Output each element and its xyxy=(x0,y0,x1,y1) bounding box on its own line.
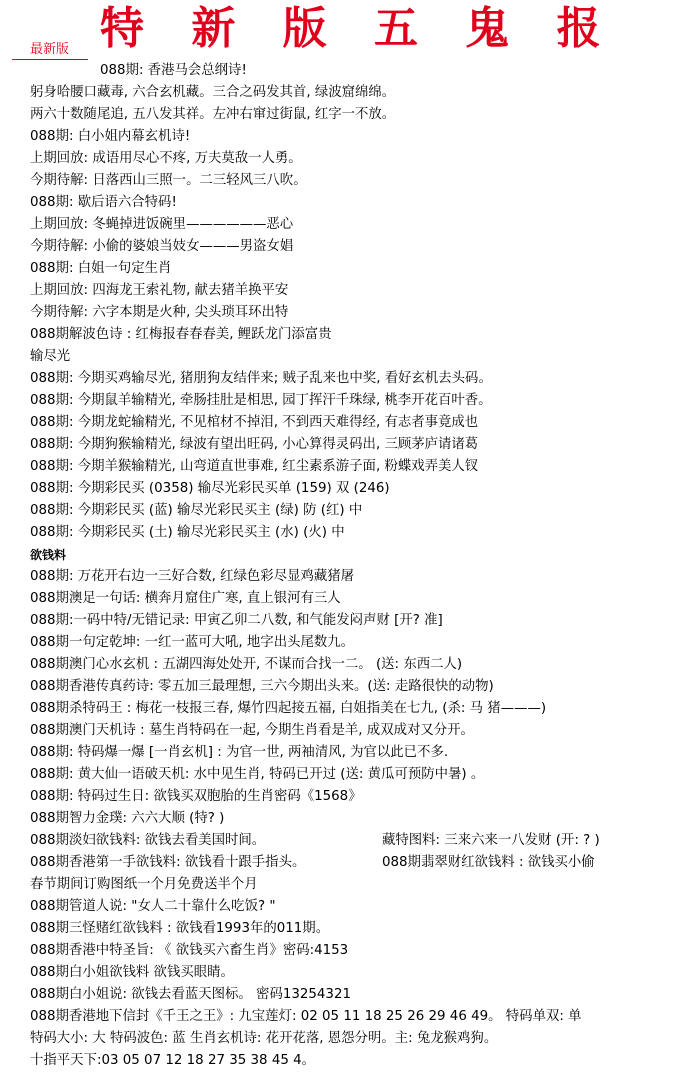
text-line: 088期澳门心水玄机 : 五湖四海处处开, 不谋而合找一二。 (送: 东西二人) xyxy=(30,657,463,672)
text-line: 088期管道人说: "女人二十靠什么吃饭? " xyxy=(30,899,276,914)
text-line: 春节期间订购图纸一个月免费送半个月 xyxy=(30,877,258,892)
two-column-line xyxy=(30,852,695,874)
text-line: 088期香港地下信封《千王之王》: 九宝莲灯: 02 05 11 18 25 26 29 46 49。 特码单双: 单 xyxy=(30,1009,582,1024)
line-left-text: 088期淡妇欲钱料: 欲钱去看美国时间。 xyxy=(30,833,266,848)
text-line: 输尽光 xyxy=(30,349,71,364)
text-line: 088期澳门天机诗 : 墓生肖特码在一起, 今期生肖看是羊, 成双成对又分开。 xyxy=(30,723,474,738)
text-line: 上期回放: 成语用尽心不疼, 万夫莫敌一人勇。 xyxy=(30,151,302,166)
line-right-text: 088期翡翠财红欲钱料 : 欲钱买小偷 xyxy=(382,855,595,870)
text-line: 今期待解: 日落西山三照一。二三轻风三八吹。 xyxy=(30,173,307,188)
text-line: 088期: 万花开右边一三好合数, 红绿色彩尽显鸡藏猪屠 xyxy=(30,569,355,584)
two-column-line xyxy=(30,830,695,852)
text-line: 088期: 特码爆一爆 [一肖玄机] : 为官一世, 两袖清风, 为官以此已不多. xyxy=(30,745,449,760)
text-line: 088期: 今期鼠羊输精光, 牵肠挂肚是相思, 园丁挥汗千珠绿, 桃李开花百叶香。 xyxy=(30,393,492,408)
article-body xyxy=(30,60,695,1072)
text-line: 088期: 今期彩民买 (0358) 输尽光彩民买单 (159) 双 (246) xyxy=(30,481,390,496)
text-line: 088期: 今期买鸡输尽光, 猪朋狗友结伴来; 贼子乱来也中奖, 看好玄机去头码。 xyxy=(30,371,492,386)
text-line: 特码大小: 大 特码波色: 蓝 生肖玄机诗: 花开花落, 恩怨分明。主: 兔龙猴鸡狗。 xyxy=(30,1031,498,1046)
text-line: 088期澳足一句话: 横奔月窟住广寒, 直上银河有三人 xyxy=(30,591,341,606)
text-line: 躬身哈腰口藏毒, 六合玄机藏。三合之码发其首, 绿波窟绵绵。 xyxy=(30,85,396,100)
text-line: 088期:一码中特/无错记录: 甲寅乙卯二八数, 和气能发闷声财 [开? 准] xyxy=(30,613,443,628)
text-line: 十指平天下:03 05 07 12 18 27 35 38 45 4。 xyxy=(30,1053,316,1068)
text-line: 088期白小姐说: 欲钱去看蓝天图标。 密码13254321 xyxy=(30,987,351,1002)
text-line: 088期: 黄大仙一语破天机: 水中见生肖, 特码已开过 (送: 黄瓜可预防中暑) 。 xyxy=(30,767,485,782)
text-line: 088期解波色诗 : 红梅报春春春美, 鲤跃龙门添富贵 xyxy=(30,327,332,342)
text-line: 088期香港传真药诗: 零五加三最理想, 三六今期出头来。(送: 走路很快的动物) xyxy=(30,679,494,694)
text-line: 上期回放: 四海龙王索礼物, 献去猪羊换平安 xyxy=(30,283,289,298)
text-line: 088期智力金璞: 六六大顺 (特? ) xyxy=(30,811,225,826)
page-header xyxy=(0,0,697,62)
text-line: 088期杀特码王 : 梅花一枝报三春, 爆竹四起接五福, 白姐指美在七九, (杀: 马 猪———) xyxy=(30,701,547,716)
text-line: 088期: 今期彩民买 (蓝) 输尽光彩民买主 (绿) 防 (红) 中 xyxy=(30,503,363,518)
latest-edition-badge: 最新版 xyxy=(30,42,70,57)
text-line: 088期: 今期羊猴输精光, 山弯道直世事难, 红尘素系游子面, 粉蝶戏弄美人钗 xyxy=(30,459,479,474)
text-line: 今期待解: 六字本期是火种, 尖头琐耳环出特 xyxy=(30,305,289,320)
text-line: 088期一句定乾坤: 一红一蓝可大吼, 地字出头尾数九。 xyxy=(30,635,355,650)
text-line: 088期: 歇后语六合特码! xyxy=(30,195,177,210)
text-line: 088期: 香港马会总纲诗! xyxy=(100,63,247,78)
text-line: 上期回放: 冬蝇掉进饭碗里——————恶心 xyxy=(30,217,294,232)
text-line: 088期香港中特圣旨: 《 欲钱买六畜生肖》密码:4153 xyxy=(30,943,349,958)
line-left-text: 088期香港第一手欲钱料: 欲钱看十跟手指头。 xyxy=(30,855,306,870)
text-line: 欲钱料 xyxy=(30,548,67,562)
text-line: 两六十数随尾追, 五八发其祥。左冲右窜过街鼠, 红字一不放。 xyxy=(30,107,396,122)
page-title: 特 新 版 五 鬼 报 xyxy=(100,3,617,54)
text-line: 088期: 白姐一句定生肖 xyxy=(30,261,172,276)
text-line: 088期白小姐欲钱料 欲钱买眼睛。 xyxy=(30,965,234,980)
text-line: 088期: 今期狗猴输精光, 绿波有望出旺码, 小心算得灵码出, 三顾茅庐请诸葛 xyxy=(30,437,479,452)
text-line: 088期: 今期彩民买 (土) 输尽光彩民买主 (水) (火) 中 xyxy=(30,525,345,540)
text-line: 088期三怪赌红欲钱料 : 欲钱看1993年的011期。 xyxy=(30,921,330,936)
text-line: 088期: 特码过生日: 欲钱买双胞胎的生肖密码《1568》 xyxy=(30,789,362,804)
text-line: 088期: 今期龙蛇输精光, 不见棺材不掉泪, 不到西天难得经, 有志者事竟成也 xyxy=(30,415,479,430)
line-right-text: 藏特图料: 三来六来一八发财 (开: ? ) xyxy=(382,833,600,848)
text-line: 今期待解: 小偷的婆娘当妓女———男盗女娼 xyxy=(30,239,294,254)
text-line: 088期: 白小姐内幕玄机诗! xyxy=(30,129,191,144)
